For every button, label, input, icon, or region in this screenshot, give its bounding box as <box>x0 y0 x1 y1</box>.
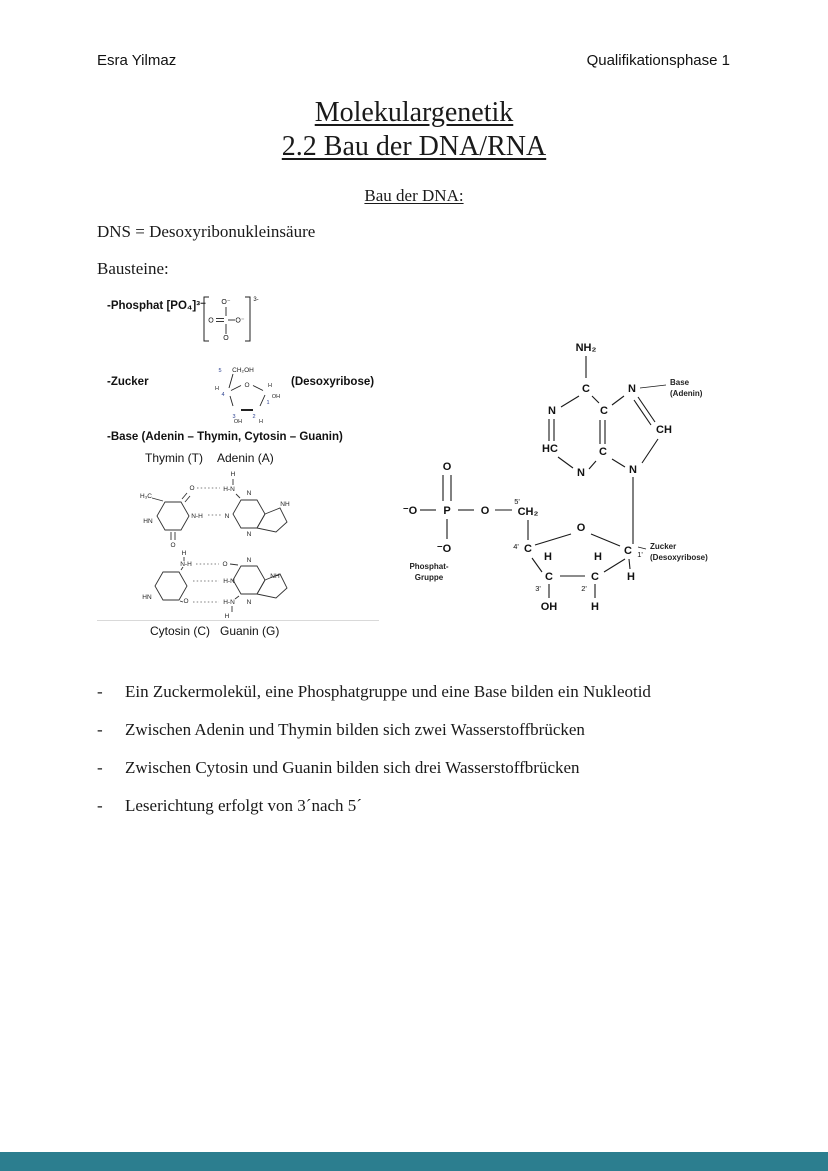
atom-hn-amino: H-N <box>223 486 235 493</box>
atom-o-left: O <box>183 598 189 605</box>
atom-c1-sugar: C <box>624 545 632 557</box>
label-three-prime: 3' <box>535 584 541 593</box>
charge-label: 3- <box>253 297 259 303</box>
atom-h-c2-upper: H <box>594 551 602 563</box>
zucker-label: -Zucker <box>107 376 149 388</box>
cytosine-guanine-pair-diagram <box>133 550 298 622</box>
atom-c6: C <box>582 383 590 395</box>
bullet-text: Leserichtung erfolgt von 3´nach 5´ <box>125 796 362 815</box>
atom-nh2: NH₂ <box>575 342 597 354</box>
guanin-title: Guanin (G) <box>220 624 280 638</box>
atom-p-o-bottom: ⁻O <box>436 543 452 555</box>
atom-o-right: O <box>222 561 228 568</box>
sugar-h-left: H <box>215 386 219 392</box>
atom-nh-amino: N-H <box>180 561 192 568</box>
bond-lines <box>216 307 235 334</box>
atom-o-bottom: O <box>223 335 229 342</box>
sugar-num-3: 3 <box>232 414 236 420</box>
atom-h-top: H <box>181 550 187 557</box>
atom-nh-ring: N-H <box>191 513 203 520</box>
atom-h3c: H₃C <box>139 493 153 500</box>
label-two-prime: 2' <box>581 584 587 593</box>
atom-n3: N <box>577 467 585 479</box>
sugar-oh-right: OH <box>271 394 281 400</box>
label-one-prime: 1' <box>637 550 643 559</box>
atom-n-bottom: N <box>246 599 252 606</box>
bausteine-label: Bausteine: <box>97 259 169 278</box>
bullet-item <box>97 756 757 780</box>
hydrogen-bond-dots <box>193 564 219 602</box>
atom-hn-mid: H-N <box>223 578 235 585</box>
atom-o-right: O⁻ <box>235 317 245 325</box>
bullet-item <box>97 680 757 704</box>
atom-n-top: N <box>246 557 252 564</box>
title-line-1: Molekulargenetik <box>314 97 514 128</box>
header-author: Esra Yilmaz <box>97 52 177 69</box>
atom-o-top: O <box>189 485 195 492</box>
caption-pointer-lines <box>638 385 666 549</box>
bond-lines <box>420 356 658 598</box>
atom-n-bottom: N <box>246 531 252 538</box>
bullet-list <box>97 680 757 832</box>
hydrogen-bond-dots <box>197 488 221 515</box>
thymine-adenine-pair-diagram <box>133 466 298 561</box>
sugar-h-right: H <box>268 383 272 389</box>
definition-line: DNS = Desoxyribonukleinsäure <box>97 222 316 241</box>
caption-base-1: Base <box>670 378 690 387</box>
atom-ring-o: O <box>576 522 586 534</box>
base-row-label <box>107 431 343 443</box>
bullet-marker: - <box>97 682 103 701</box>
bullet-item <box>97 794 757 818</box>
cytosin-title: Cytosin (C) <box>150 624 211 638</box>
atom-n-top: N <box>246 490 252 497</box>
caption-zucker-1: Zucker <box>650 542 677 551</box>
atom-n1: N <box>548 405 556 417</box>
sugar-num-2: 2 <box>252 414 256 420</box>
sugar-num-4: 4 <box>221 392 225 398</box>
base-detail: (Adenin – Thymin, Cytosin – Guanin) <box>141 431 343 443</box>
adenin-title: Adenin (A) <box>217 451 274 465</box>
bullet-marker: - <box>97 720 103 739</box>
phosphat-formula: [PO₄]³⁻ <box>166 300 207 312</box>
figure-area <box>97 290 777 650</box>
deoxyribose-structure-diagram <box>203 362 288 424</box>
figure-divider <box>97 620 379 621</box>
atom-c2-sugar: C <box>591 571 599 583</box>
atom-hn-bottom: H-N <box>223 599 235 606</box>
atom-n7: N <box>628 383 636 395</box>
atom-n1: N <box>224 513 230 520</box>
bullet-marker: - <box>97 796 103 815</box>
atom-c2: HC <box>542 443 558 455</box>
title-line-2: 2.2 Bau der DNA/RNA <box>281 131 547 162</box>
atom-ch2: CH₂ <box>517 506 539 518</box>
bond-lines <box>155 557 287 612</box>
atom-n9: N <box>629 464 637 476</box>
sugar-oh-bottom: OH <box>233 419 243 424</box>
document-title <box>0 96 828 164</box>
atom-p-o-top: O <box>442 461 452 473</box>
section-heading: Bau der DNA: <box>364 186 464 205</box>
atom-h-c2-lower: H <box>591 601 599 613</box>
atom-c4-sugar: C <box>524 543 532 555</box>
atom-o-left: O <box>208 317 214 325</box>
phosphat-row-label <box>107 298 206 312</box>
atom-c3-sugar: C <box>545 571 553 583</box>
base-label: -Base <box>107 431 139 443</box>
bullet-marker: - <box>97 758 103 777</box>
bullet-text: Zwischen Adenin und Thymin bilden sich zwei Wasserstoffbrücken <box>125 720 585 739</box>
atom-c8: CH <box>656 424 672 436</box>
atom-h-c1: H <box>627 571 635 583</box>
desoxyribose-name: (Desoxyribose) <box>291 376 375 388</box>
footer-bar <box>0 1152 828 1171</box>
atom-o-top: O⁻ <box>221 299 231 306</box>
atom-o-bottom: O <box>170 542 176 549</box>
label-four-prime: 4' <box>513 542 519 551</box>
atom-nh-right: NH <box>280 501 290 508</box>
caption-phosphat-1: Phosphat- <box>409 562 449 571</box>
sugar-num-1: 1 <box>266 400 270 406</box>
sugar-ch2oh-label: CH₂OH <box>232 367 254 374</box>
caption-zucker-2: (Desoxyribose) <box>650 553 708 562</box>
label-five-prime: 5' <box>514 497 520 506</box>
atom-h-c4: H <box>544 551 552 563</box>
atom-h-bottom: H <box>224 613 230 620</box>
atom-p-o-left: ⁻O <box>402 505 418 517</box>
header-course: Qualifikationsphase 1 <box>586 52 730 69</box>
sugar-num-5: 5 <box>218 368 222 374</box>
atom-hn-left: HN <box>142 594 152 601</box>
caption-base-2: (Adenin) <box>670 389 703 398</box>
nucleotide-structure-diagram <box>382 328 752 623</box>
caption-phosphat-2: Gruppe <box>414 573 444 582</box>
atom-h-top: H <box>230 471 236 478</box>
thymin-title: Thymin (T) <box>145 451 203 465</box>
atom-c4: C <box>599 446 607 458</box>
phosphate-structure-diagram <box>193 290 263 350</box>
atom-c5: C <box>600 405 608 417</box>
atom-p: P <box>443 505 451 517</box>
page-header <box>97 52 730 69</box>
bullet-text: Ein Zuckermolekül, eine Phosphatgruppe und eine Base bilden ein Nukleotid <box>125 682 651 701</box>
sugar-h-bottom: H <box>259 419 263 424</box>
atom-p-o-right: O <box>480 505 490 517</box>
atom-oh: OH <box>540 601 558 613</box>
phosphat-label: -Phosphat <box>107 300 164 312</box>
bond-lines <box>229 374 265 410</box>
atom-hn-left: HN <box>143 518 153 525</box>
atom-nh-right: NH <box>270 573 280 580</box>
sugar-ring-o: O <box>244 382 250 389</box>
bullet-item <box>97 718 757 742</box>
bullet-text: Zwischen Cytosin und Guanin bilden sich drei Wasserstoffbrücken <box>125 758 580 777</box>
